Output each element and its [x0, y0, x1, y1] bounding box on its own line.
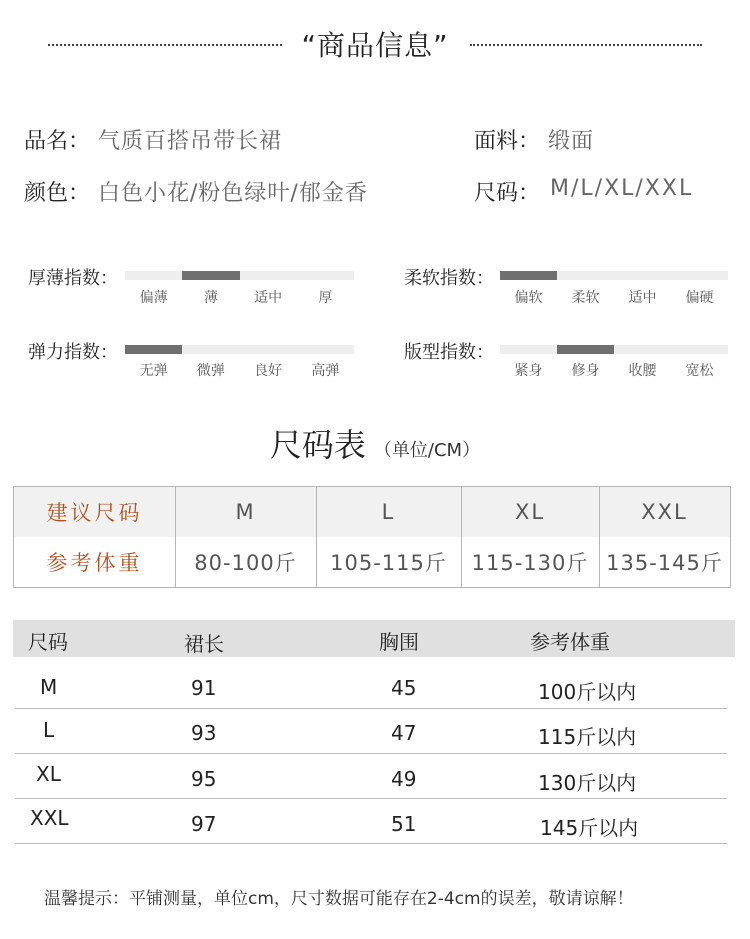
- table-cell-weight: 130斤以内: [538, 771, 637, 795]
- header-length: 裙长: [184, 632, 224, 656]
- level-label: 高弹: [311, 363, 340, 379]
- thickness-index-track: [125, 271, 354, 280]
- table-cell-size: XXL: [30, 806, 69, 830]
- level-label: 偏软: [514, 290, 543, 306]
- name-value: 气质百搭吊带长裙: [98, 129, 283, 154]
- table-cell-weight: 100斤以内: [538, 680, 637, 704]
- level-label: 薄: [203, 290, 218, 306]
- weight-cell: 105-115斤: [330, 551, 447, 575]
- level-label: 无弹: [139, 363, 168, 379]
- size-value: M/L/XL/XXL: [550, 176, 694, 201]
- size-cell: XXL: [641, 500, 688, 524]
- fit-index-title: 版型指数：: [404, 342, 494, 363]
- table-cell-length: 91: [191, 676, 217, 700]
- fabric-label: 面料：: [474, 129, 541, 154]
- size-cell: M: [235, 500, 256, 524]
- softness-index-title: 柔软指数：: [404, 268, 494, 289]
- page-title: “商品信息”: [301, 29, 449, 62]
- row-divider: [15, 753, 727, 754]
- row-divider: [15, 708, 727, 709]
- level-label: 厚: [318, 290, 333, 306]
- level-label: 柔软: [571, 290, 600, 306]
- elasticity-index-title: 弹力指数：: [28, 342, 118, 363]
- size-cell: L: [381, 500, 396, 524]
- level-label: 修身: [571, 363, 600, 379]
- table-cell-bust: 47: [391, 721, 417, 745]
- weight-cell: 115-130斤: [471, 551, 589, 575]
- header-size: 尺码: [28, 630, 68, 654]
- level-label: 良好: [254, 363, 283, 379]
- header-bust: 胸围: [379, 630, 419, 654]
- weight-cell: 135-145斤: [606, 551, 723, 575]
- recommended-size-row: [14, 487, 730, 537]
- reference-weight-label: 参考体重: [46, 551, 143, 575]
- table-cell-size: M: [40, 675, 58, 699]
- size-cell: XL: [514, 500, 546, 524]
- elasticity-index-levels: [125, 360, 354, 380]
- level-label: 适中: [254, 290, 283, 306]
- size-chart-unit: （单位/CM）: [373, 440, 481, 461]
- level-label: 偏薄: [139, 290, 168, 306]
- fit-index-levels: [500, 360, 728, 380]
- table-cell-length: 93: [191, 721, 217, 745]
- column-divider: [316, 487, 317, 587]
- size-label: 尺码：: [474, 181, 541, 206]
- thickness-index-fill: [182, 271, 239, 280]
- softness-index-fill: [500, 271, 557, 280]
- table-cell-bust: 51: [391, 812, 417, 836]
- name-label: 品名：: [24, 129, 91, 154]
- table-cell-length: 97: [191, 812, 217, 836]
- fabric-value: 缎面: [548, 129, 595, 154]
- color-label: 颜色：: [24, 181, 91, 206]
- row-divider: [15, 843, 727, 844]
- level-label: 宽松: [685, 363, 714, 379]
- level-label: 偏硬: [685, 290, 714, 306]
- column-divider: [461, 487, 462, 587]
- weight-cell: 80-100斤: [194, 551, 297, 575]
- table-cell-size: L: [43, 718, 55, 742]
- column-divider: [599, 487, 600, 587]
- size-chart-heading: [0, 420, 750, 466]
- table-cell-weight: 145斤以内: [540, 816, 639, 840]
- table-cell-bust: 49: [391, 767, 417, 791]
- reference-weight-row: [14, 537, 730, 587]
- level-label: 微弹: [196, 363, 225, 379]
- softness-index-levels: [500, 287, 728, 307]
- size-chart-title: 尺码表: [269, 426, 366, 464]
- header-weight: 参考体重: [530, 630, 610, 654]
- size-recommendation-table: [13, 486, 731, 588]
- table-cell-length: 95: [191, 767, 217, 791]
- thickness-index-title: 厚薄指数：: [28, 268, 118, 289]
- column-divider: [175, 487, 176, 587]
- size-table-header: [13, 620, 735, 657]
- level-label: 适中: [628, 290, 657, 306]
- level-label: 收腰: [628, 363, 657, 379]
- fit-index-track: [500, 345, 728, 354]
- measurement-note: 温馨提示：平铺测量，单位cm，尺寸数据可能存在2-4cm的误差，敬请谅解！: [44, 889, 634, 909]
- elasticity-index-track: [125, 345, 354, 354]
- softness-index-track: [500, 271, 728, 280]
- recommended-size-label: 建议尺码: [46, 501, 143, 525]
- thickness-index-levels: [125, 287, 354, 307]
- table-cell-size: XL: [36, 762, 61, 786]
- level-label: 紧身: [514, 363, 543, 379]
- table-cell-bust: 45: [391, 676, 417, 700]
- elasticity-index-fill: [125, 345, 182, 354]
- fit-index-fill: [557, 345, 614, 354]
- color-value: 白色小花/粉色绿叶/郁金香: [98, 181, 368, 206]
- table-cell-weight: 115斤以内: [538, 725, 637, 749]
- row-divider: [15, 798, 727, 799]
